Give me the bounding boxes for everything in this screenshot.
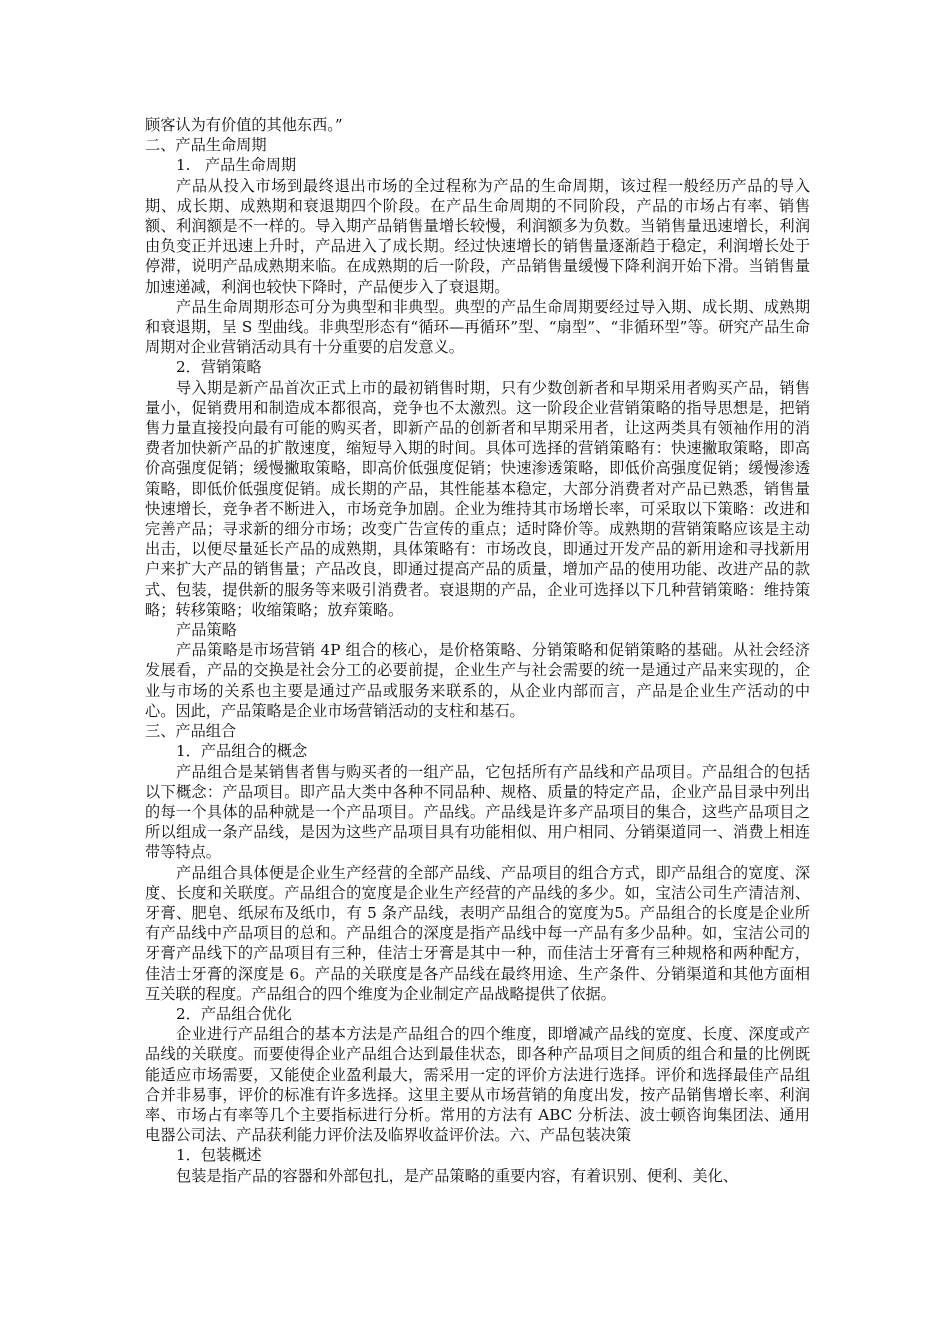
subheading-product-mix-concept: 1．产品组合的概念 [176,742,308,761]
section-heading-product-mix: 三、产品组合 [145,722,237,741]
paragraph-lifecycle-stages: 产品从投入市场到最终退出市场的全过程称为产品的生命周期，该过程一般经历产品的导入期、成长期、成熟期和衰退期四个阶段。在产品生命周期的不同阶段，产品的市场占有率、销售额、利润额是不一样的。导入期产品销售量增长较慢，利润额多为负数。当销售量迅速增长，利润由负变正并迅速上升时，产品进入了成长期。经过快速增长的销售量逐渐趋于稳定，利润增长处于停滞，说明产品成熟期来临。在成熟期的后一阶段，产品销售量缓慢下降利润开始下滑。当销售量加速递减，利润也较快下降时，产品便步入了衰退期。 [145,176,810,296]
document-body [145,115,810,1186]
subheading-marketing-strategy: 2．营销策略 [176,358,262,377]
subheading-packaging-overview: 1．包装概述 [176,1146,262,1165]
paragraph-product-mix-optimization: 企业进行产品组合的基本方法是产品组合的四个维度，即增减产品线的宽度、长度、深度或产品线的关联度。而要使得企业产品组合达到最佳状态，即各种产品项目之间质的组合和量的比例既能适应市场需要，又能使企业盈利最大，需采用一定的评价方法进行选择。评价和选择最佳产品组合并非易事，评价的标准有许多选择。这里主要从市场营销的角度出发，按产品销售增长率、利润率、市场占有率等几个主要指标进行分析。常用的方法有 ABC 分析法、波士顿咨询集团法、通用电器公司法、产品获利能力评价法及临界收益评价法。六、产品包装决策 [145,1025,810,1145]
section-heading-lifecycle: 二、产品生命周期 [145,136,267,155]
paragraph-product-mix-concept: 产品组合是某销售者售与购买者的一组产品，它包括所有产品线和产品项目。产品组合的包括以下概念：产品项目。即产品大类中各种不同品种、规格、质量的特定产品，企业产品目录中列出的每一个具体的品种就是一个产品项目。产品线。产品线是许多产品项目的集合，这些产品项目之所以组成一条产品线，是因为这些产品项目具有功能相似、用户相同、分销渠道同一、消费上相连带等特点。 [145,762,810,862]
paragraph-lifecycle-forms: 产品生命周期形态可分为典型和非典型。典型的产品生命周期要经过导入期、成长期、成熟期和衰退期，呈 S 型曲线。非典型形态有“循环—再循环”型、“扇型”、“非循环型”等。研究产品生命周期对企业营销活动具有十分重要的启发意义。 [145,297,810,357]
subheading-product-strategy: 产品策略 [176,621,237,640]
paragraph-product-strategy: 产品策略是市场营销 4P 组合的核心，是价格策略、分销策略和促销策略的基础。从社会经济发展看，产品的交换是社会分工的必要前提，企业生产与社会需要的统一是通过产品来实现的，企业与市场的关系也主要是通过产品或服务来联系的，从企业内部而言，产品是企业生产活动的中心。因此，产品策略是企业市场营销活动的支柱和基石。 [145,641,810,720]
paragraph-continuation: 顾客认为有价值的其他东西。” [145,116,343,134]
paragraph-marketing-strategy: 导入期是新产品首次正式上市的最初销售时期，只有少数创新者和早期采用者购买产品，销售量小，促销费用和制造成本都很高，竞争也不太激烈。这一阶段企业营销策略的指导思想是，把销售力量直接投向最有可能的购买者，即新产品的创新者和早期采用者，让这两类具有领袖作用的消费者加快新产品的扩散速度，缩短导入期的时间。具体可选择的营销策略有：快速撇取策略，即高价高强度促销；缓慢撇取策略，即高价低强度促销；快速渗透策略，即低价高强度促销；缓慢渗透策略，即低价低强度促销。成长期的产品，其性能基本稳定，大部分消费者对产品已熟悉，销售量快速增长，竞争者不断进入，市场竞争加剧。企业为维持其市场增长率，可采取以下策略：改进和完善产品；寻求新的细分市场；改变广告宣传的重点；适时降价等。成熟期的营销策略应该是主动出击，以便尽量延长产品的成熟期，具体策略有：市场改良，即通过开发产品的新用途和寻找新用户来扩大产品的销售量；产品改良，即通过提高产品的质量，增加产品的使用功能、改进产品的款式、包装，提供新的服务等来吸引消费者。衰退期的产品，企业可选择以下几种营销策略：维持策略；转移策略；收缩策略；放弃策略。 [145,378,810,619]
subheading-product-mix-optimization: 2．产品组合优化 [176,1004,292,1023]
paragraph-product-mix-dimensions: 产品组合具体便是企业生产经营的全部产品线、产品项目的组合方式，即产品组合的宽度、深度、长度和关联度。产品组合的宽度是企业生产经营的产品线的多少。如，宝洁公司生产清洁剂、牙膏、肥皂、纸尿布及纸巾，有 5 条产品线，表明产品组合的宽度为5。产品组合的长度是企业所有产品线中产品项目的总和。产品组合的深度是指产品线中每一产品有多少品种。如，宝洁公司的牙膏产品线下的产品项目有三种，佳洁士牙膏是其中一种，而佳洁士牙膏有三种规格和两种配方，佳洁士牙膏的深度是 6。产品的关联度是各产品线在最终用途、生产条件、分销渠道和其他方面相互关联的程度。产品组合的四个维度为企业制定产品战略提供了依据。 [145,863,810,1003]
paragraph-packaging-overview: 包装是指产品的容器和外部包扎，是产品策略的重要内容，有着识别、便利、美化、 [176,1166,738,1185]
subheading-lifecycle: 1. 产品生命周期 [176,156,297,175]
